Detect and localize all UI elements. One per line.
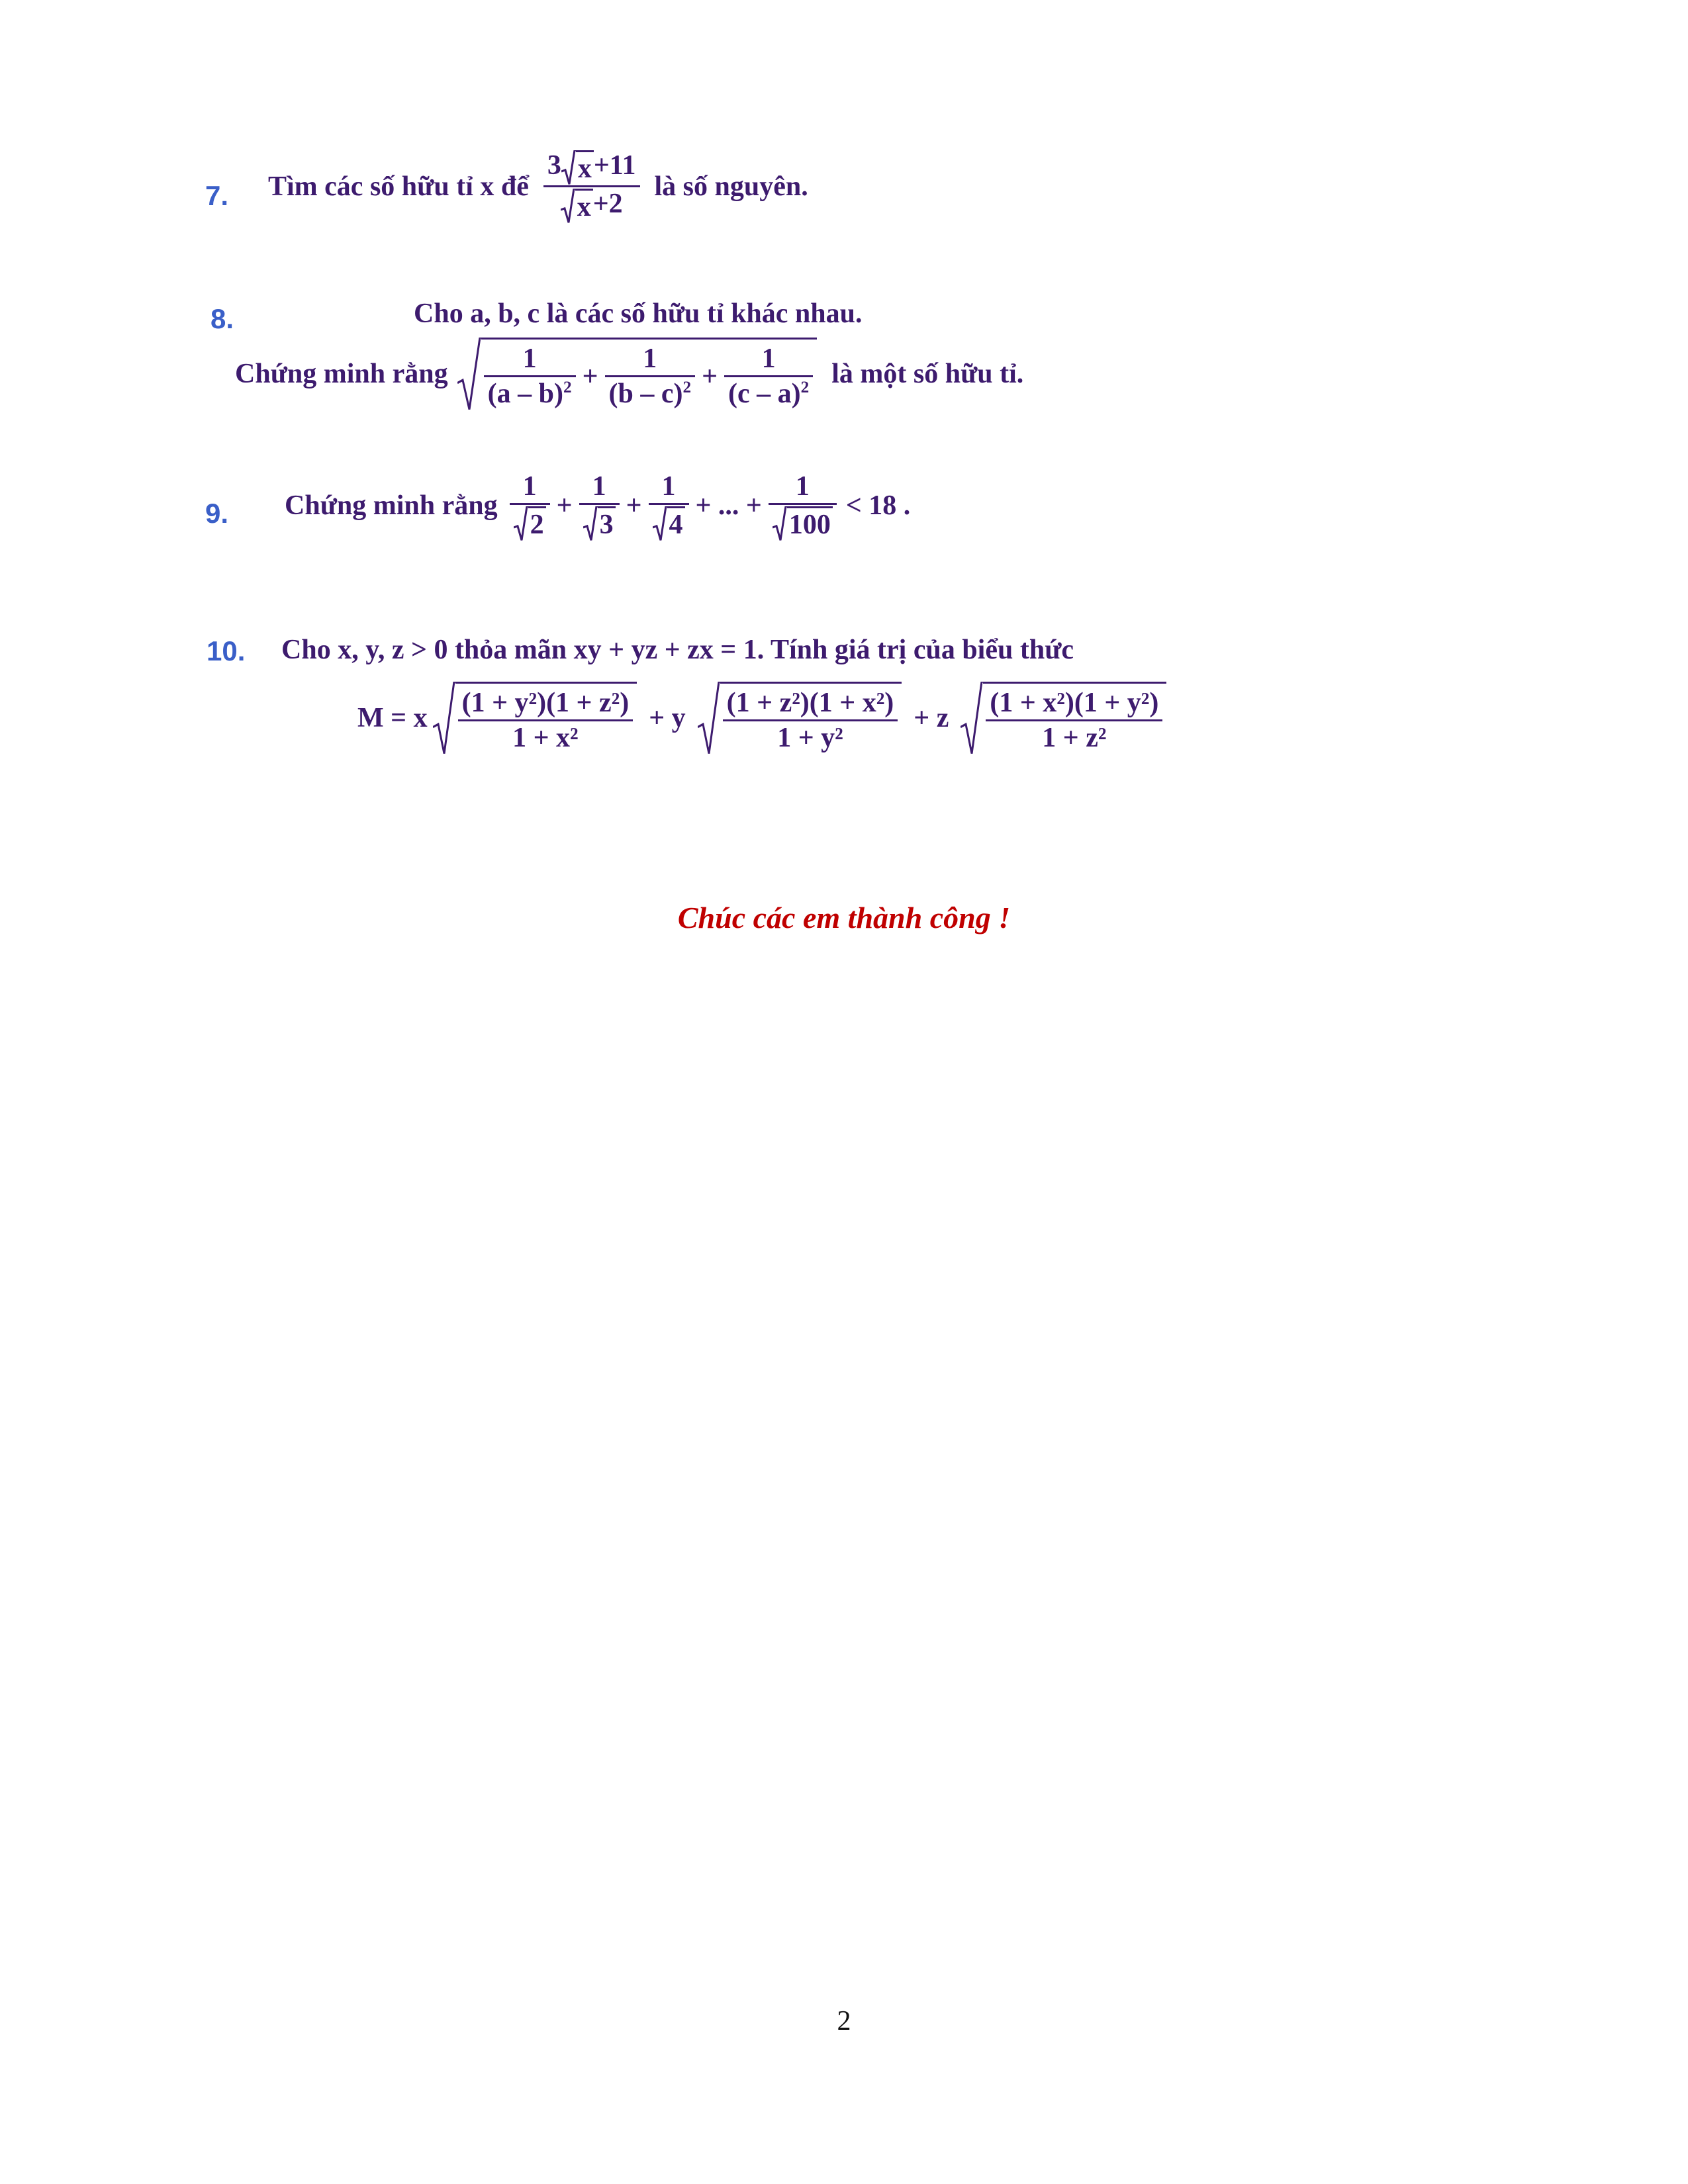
problem-9-number: 9. [205, 498, 229, 529]
problem-8-intro: Chứng minh rằng [235, 359, 448, 390]
problem-8-line1: Cho a, b, c là các số hữu tỉ khác nhau. [414, 298, 863, 329]
fraction-denominator: x +2 [557, 187, 627, 224]
term-sqrt-100: $\frac{1}{100}$ [769, 470, 837, 541]
sqrt-sign: x [561, 150, 594, 185]
closing-message: Chúc các em thành công ! [677, 901, 1011, 934]
term-1-sqrt: $\frac{\text{(1 + y²)(1 + z²)}}{\text{1 + x²}}$ [433, 682, 637, 755]
problem-7-intro: Tìm các số hữu tỉ x để [268, 171, 529, 202]
fraction-2: $\frac{1}{(b - c)^2}$ [605, 342, 696, 411]
problem-9-intro: Chứng minh rằng [285, 490, 498, 522]
problem-10-number: 10. [207, 635, 246, 666]
problem-8-statement [235, 338, 1023, 411]
problem-9-statement: Chứng minh rằng $\frac{1}{2}$ + $\frac{1}{3}$ + $\frac{1}{4}$ + ... + $\frac{1}{100}$ < 18 . [285, 470, 910, 541]
fraction-3: $\frac{1}{(c - a)^2}$ [724, 342, 813, 411]
expression-lhs: M = x [357, 703, 428, 734]
problem-7-fraction [543, 149, 640, 224]
page-number: 2 [837, 2006, 851, 2036]
fraction-1: $\frac{1}{(a - b)^2}$ [484, 342, 576, 411]
problem-7-number: 7. [205, 180, 229, 211]
problem-10-line1: Cho x, y, z > 0 thỏa mãn xy + yz + zx = 1. Tính giá trị của biểu thức [281, 635, 1074, 665]
term-3-sqrt: $\frac{\text{(1 + x²)(1 + y²)}}{\text{1 + z²}}$ [961, 682, 1166, 755]
problem-8-outro: là một số hữu tỉ. [831, 359, 1024, 390]
term-2-sqrt: $\frac{\text{(1 + z²)(1 + x²)}}{\text{1 + y²}}$ [698, 682, 902, 755]
fraction-numerator: 3 x +11 [543, 149, 640, 185]
term-sqrt-3: $\frac{1}{3}$ [579, 470, 620, 541]
expression-mid-1: + y [649, 703, 686, 734]
problem-7-statement [268, 149, 808, 224]
term-sqrt-2: $\frac{1}{2}$ [510, 470, 550, 541]
expression-mid-2: + z [914, 703, 949, 734]
sqrt-sign: x [561, 189, 593, 224]
problem-8-sqrt: $\frac{1}{(a - b)^2}$ + $\frac{1}{(b - c)^2}$ + $\frac{1}{(c - a)^2}$ [457, 338, 818, 411]
problem-7-outro: là số nguyên. [654, 171, 808, 202]
problem-9-tail: < 18 . [845, 490, 911, 522]
problem-10-expression [357, 682, 1166, 755]
problem-8-number: 8. [211, 303, 234, 334]
term-sqrt-4: $\frac{1}{4}$ [649, 470, 689, 541]
